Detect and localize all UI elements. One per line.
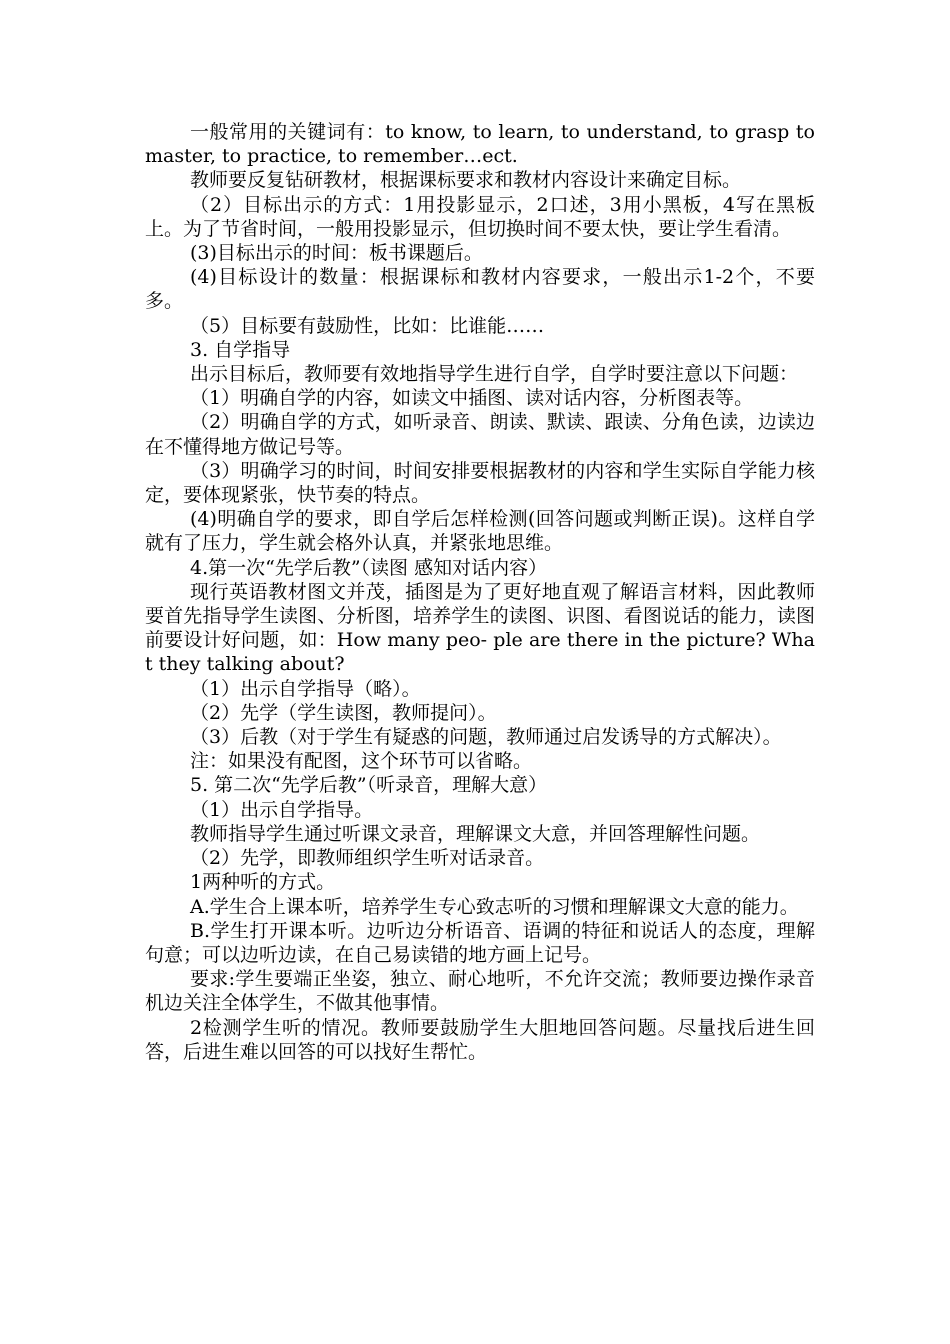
paragraph-listen-closed-book: A.学生合上课本听，培养学生专心致志听的习惯和理解课文大意的能力。 bbox=[190, 895, 799, 918]
paragraph-listen-check: 2检测学生听的情况。教师要鼓励学生大胆地回答问题。尽量找后进生回答，后进生难以回答的可以找好生帮忙。 bbox=[145, 1016, 815, 1063]
document-body bbox=[145, 120, 815, 1064]
paragraph-keywords: 一般常用的关键词有：to know, to learn, to understand, to grasp to master, to practice, to remember…ect. bbox=[145, 121, 815, 168]
paragraph-listen-requirements: 要求:学生要端正坐姿，独立、耐心地听，不允许交流；教师要边操作录音机边关注全体学生，不做其他事情。 bbox=[145, 968, 815, 1015]
paragraph-second-guide: （1）出示自学指导。 bbox=[190, 798, 374, 821]
section-heading-self-study: 3. 自学指导 bbox=[190, 338, 291, 361]
paragraph-self-study-time: （3）明确学习的时间，时间安排要根据教材的内容和学生实际自学能力核定，要体现紧张，快节奏的特点。 bbox=[145, 459, 815, 507]
paragraph-first-guide: （1）出示自学指导（略）。 bbox=[190, 677, 421, 700]
paragraph-listen-modes: 1两种听的方式。 bbox=[190, 871, 336, 894]
paragraph-listen-guidance: 教师指导学生通过听课文录音，理解课文大意，并回答理解性问题。 bbox=[190, 822, 761, 845]
section-heading-first-round: 4.第一次“先学后教”（读图 感知对话内容） bbox=[190, 556, 548, 579]
paragraph-listen-open-book: B.学生打开课本听。边听边分析语音、语调的特征和说话人的态度，理解句意；可以边听边读，在自己易读错的地方画上记号。 bbox=[145, 919, 815, 966]
section-heading-second-round: 5. 第二次“先学后教”（听录音，理解大意） bbox=[190, 774, 548, 797]
paragraph-first-teach: （3）后教（对于学生有疑惑的问题，教师通过启发诱导的方式解决）。 bbox=[190, 726, 782, 749]
paragraph-goal-display-method: （2）目标出示的方式：1用投影显示，2口述，3用小黑板，4写在黑板上。为了节省时间，一般用投影显示，但切换时间不要太快，要让学生看清。 bbox=[145, 193, 815, 240]
paragraph-self-study-content: （1）明确自学的内容，如读文中插图、读对话内容，分析图表等。 bbox=[190, 387, 754, 410]
paragraph-first-learn: （2）先学（学生读图，教师提问）。 bbox=[190, 701, 497, 724]
paragraph-self-study-method: （2）明确自学的方式，如听录音、朗读、默读、跟读、分角色读，边读边在不懂得地方做记号等。 bbox=[145, 411, 815, 458]
paragraph-study-materials: 教师要反复钻研教材，根据课标要求和教材内容设计来确定目标。 bbox=[190, 169, 742, 192]
paragraph-picture-reading: 现行英语教材图文并茂，插图是为了更好地直观了解语言材料，因此教师要首先指导学生读图、分析图，培养学生的读图、识图、看图说话的能力，读图前要设计好问题，如：How many peo- ple are there in the picture? What they talking about? bbox=[145, 580, 815, 676]
paragraph-self-study-intro: 出示目标后，教师要有效地指导学生进行自学，自学时要注意以下问题： bbox=[190, 363, 799, 386]
paragraph-goal-display-time: (3)目标出示的时间：板书课题后。 bbox=[190, 242, 483, 265]
paragraph-self-study-requirements: (4)明确自学的要求，即自学后怎样检测(回答问题或判断正误)。这样自学就有了压力，学生就会格外认真，并紧张地思维。 bbox=[145, 508, 815, 555]
paragraph-note: 注：如果没有配图，这个环节可以省略。 bbox=[190, 750, 533, 773]
paragraph-goal-count: (4)目标设计的数量：根据课标和教材内容要求，一般出示1-2个，不要多。 bbox=[145, 266, 815, 313]
paragraph-second-learn: （2）先学，即教师组织学生听对话录音。 bbox=[190, 847, 545, 870]
paragraph-goal-encouraging: （5）目标要有鼓励性，比如：比谁能…… bbox=[190, 314, 545, 337]
